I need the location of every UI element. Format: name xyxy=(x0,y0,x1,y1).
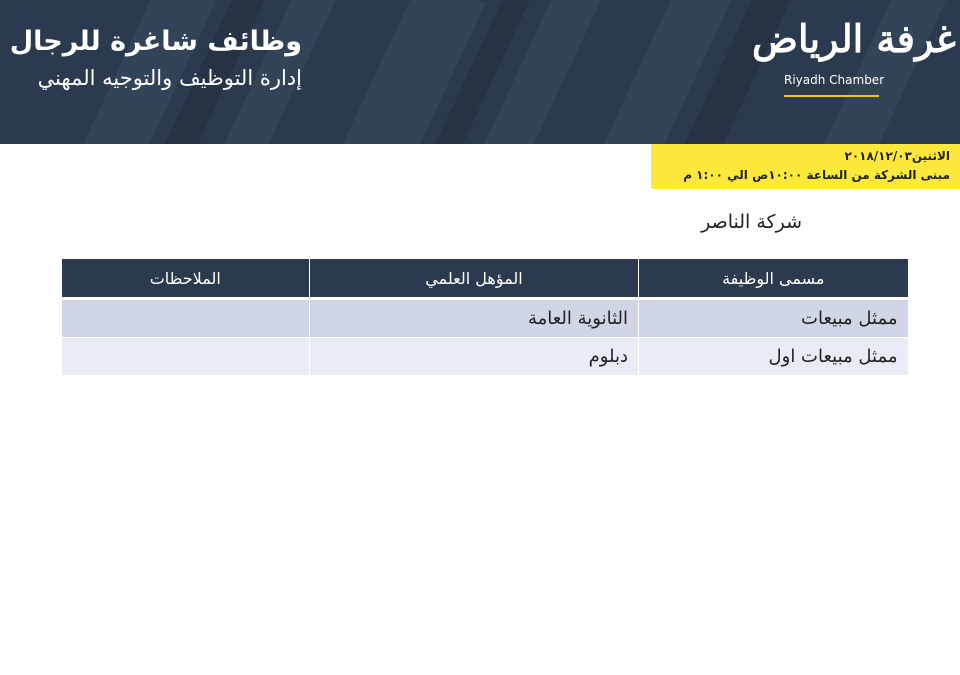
header-qualification: المؤهل العلمي xyxy=(310,259,639,299)
notice-location-time: مبنى الشركة من الساعة ١٠:٠٠ص الي ١:٠٠ م xyxy=(683,168,950,182)
logo-arabic-wordmark: غرفة الرياض xyxy=(752,16,956,61)
page-title: وظائف شاغرة للرجال xyxy=(9,26,302,57)
cell-job-title: ممثل مبيعات xyxy=(639,299,908,338)
notice-date: الاثنين٢٠١٨/١٢/٠٣ xyxy=(844,149,950,163)
cell-job-title: ممثل مبيعات اول xyxy=(639,338,908,376)
notice-box xyxy=(651,144,960,189)
page-subtitle: إدارة التوظيف والتوجيه المهني xyxy=(37,66,302,90)
company-name: شركة الناصر xyxy=(701,211,802,233)
cell-notes xyxy=(62,338,310,376)
cell-qualification: دبلوم xyxy=(310,338,639,376)
table-header-row xyxy=(62,259,908,299)
cell-qualification: الثانوية العامة xyxy=(310,299,639,338)
logo-english-name: Riyadh Chamber xyxy=(784,73,885,87)
header-banner xyxy=(0,0,960,144)
cell-notes xyxy=(62,299,310,338)
table-row xyxy=(62,299,908,338)
logo-underline xyxy=(784,95,879,97)
jobs-table xyxy=(61,259,908,375)
table-row xyxy=(62,338,908,376)
header-notes: الملاحظات xyxy=(62,259,310,299)
header-job-title: مسمى الوظيفة xyxy=(639,259,908,299)
